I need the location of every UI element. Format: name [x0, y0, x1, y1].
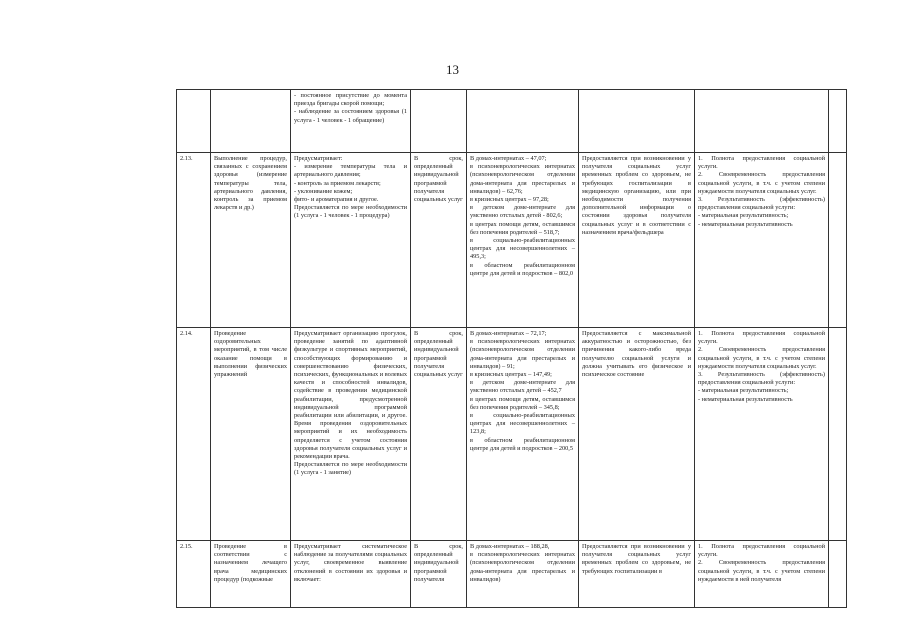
empty-cell	[829, 153, 847, 328]
service-content-cell	[291, 328, 411, 541]
service-term-cell: В срок, определенный индивидуальной программой получателя социальных услуг	[411, 153, 467, 328]
service-content-cell	[291, 153, 411, 328]
indicator-line: 1. Полнота предоставления социальной услуги.	[698, 543, 825, 559]
content-line: Предусматривает организацию прогулок, проведение занятий по адаптивной физкультуре и спортивных мероприятий, способствующих формированию и совершенствованию физических, психических, функциональных и волевых качеств и способностей инвалидов, содействие в проведении медицинской реабилитации, предусмотренной индивидуальной программой реабилитации или абилитации, и другое. Время проведения оздоровительных мероприятий и их необходимость определяется с учетом состояния здоровья получателя социальных услуг и рекомендации врача.	[294, 330, 407, 461]
tariff-line: в детском доме-интернате для умственно отсталых детей - 802,6;	[470, 204, 575, 220]
service-indicators-cell	[695, 90, 829, 153]
tariff-line: в психоневрологических интернатах (психоневрологическом отделении дома-интерната для престарелых и инвалидов) – 91;	[470, 338, 575, 370]
service-term-cell: В срок, определенный индивидуальной программой получателя социальных услуг	[411, 328, 467, 541]
service-name-cell: Проведение в соответствии с назначением лечащего врача медицинских процедур (подкожные	[211, 541, 291, 608]
empty-cell	[829, 90, 847, 153]
tariff-line: в психоневрологических интернатах (психоневрологическом отделении дома-интерната для престарелых и инвалидов) – 62,76;	[470, 163, 575, 195]
table-row	[177, 541, 847, 608]
indicator-line: 2. Своевременность предоставления социальной услуги, в т.ч. с учетом степени нуждаемости в ней получателя	[698, 559, 825, 583]
indicator-line: - материальная результативность;	[698, 387, 789, 395]
content-line: - контроль за приемом лекарств;	[294, 179, 381, 187]
service-number-cell: 2.13.	[177, 153, 211, 328]
service-tariff-cell	[467, 90, 579, 153]
content-line: Предоставляется по мере необходимости (1 услуга - 1 занятие)	[294, 461, 407, 477]
service-content-cell	[291, 90, 411, 153]
tariff-line: в областном реабилитационном центре для детей и подростков – 200,5	[470, 436, 575, 452]
content-line: - наблюдение за состоянием здоровья (1 услуга - 1 человек - 1 обращение)	[294, 108, 407, 124]
empty-cell	[829, 541, 847, 608]
content-line: Предоставляется по мере необходимости (1 услуга - 1 человек - 1 процедура)	[294, 204, 407, 220]
service-indicators-cell	[695, 153, 829, 328]
indicator-line: 2. Своевременность предоставления социальной услуги, в т.ч. с учетом степени нуждаемости получателя социальных услуг.	[698, 346, 825, 370]
tariff-line: в центрах помощи детям, оставшимся без попечения родителей – 518,7;	[470, 220, 575, 236]
table-row	[177, 153, 847, 328]
content-line: - постоянное присутствие до момента приезда бригады скорой помощи;	[294, 92, 407, 108]
tariff-line: В домах-интернатах – 47,07;	[470, 155, 547, 162]
service-indicators-cell	[695, 328, 829, 541]
content-line: - уклонивание кожем;	[294, 187, 353, 195]
service-name-cell: Проведение оздоровительных мероприятий, в том числе оказание помощи в выполнении физических упражнений	[211, 328, 291, 541]
indicator-line: - нематериальная результативность	[698, 395, 793, 403]
tariff-line: в центрах помощи детям, оставшимся без попечения родителей – 345,8;	[470, 395, 575, 411]
indicator-line: 3. Результативность (эффективность) предоставления социальной услуги:	[698, 196, 825, 212]
service-number-cell: 2.14.	[177, 328, 211, 541]
content-line: фито- и ароматерапия и другое.	[294, 196, 379, 204]
tariff-line: в социально-реабилитационных центрах для несовершеннолетних – 495,3;	[470, 237, 575, 261]
tariff-line: в детском доме-интернате для умственно отсталых детей – 452,7	[470, 379, 575, 395]
tariff-line: В домах-интернатах – 72,17;	[470, 330, 547, 337]
services-table	[176, 89, 847, 608]
empty-cell	[829, 328, 847, 541]
tariff-line: в социально-реабилитационных центрах для несовершеннолетних – 123,8;	[470, 412, 575, 436]
page-number: 13	[446, 62, 459, 77]
tariff-line: в кризисных центрах – 97,28;	[470, 196, 549, 204]
table-row	[177, 90, 847, 153]
indicator-line: - материальная результативность;	[698, 212, 789, 220]
content-line: - измерение температуры тела и артериального давления;	[294, 163, 407, 179]
tariff-line: в областном реабилитационном центре для детей и подростков – 802,0	[470, 261, 575, 277]
service-term-cell	[411, 90, 467, 153]
service-conditions-cell: Предоставляется при возникновении у получателя социальных услуг временных проблем со здоровьем, не требующих госпитализации в медицинскую организацию, или при необходимости получения дополнительной информации о состоянии здоровья получателя социальных услуг и в соответствии с назначением врача/фельдшера	[579, 153, 695, 328]
service-tariff-cell	[467, 541, 579, 608]
indicator-line: 1. Полнота предоставления социальной услуги.	[698, 155, 825, 171]
tariff-line: в кризисных центрах – 147,49;	[470, 371, 552, 379]
service-conditions-cell: Предоставляется с максимальной аккуратностью и осторожностью, без причинения какого-либо вреда получателю социальной услуги и должна учитывать его физическое и психическое состояние	[579, 328, 695, 541]
content-line: Предусматривает систематическое наблюдение за получателями социальных услуг, своевременное выявление отклонений в состоянии их здоровья и включает:	[294, 543, 407, 583]
service-conditions-cell: Предоставляется при возникновении у получателя социальных услуг временных проблем со здоровьем, не требующих госпитализации в	[579, 541, 695, 608]
service-name-cell: Выполнение процедур, связанных с сохранением здоровья (измерение температуры тела, артериального давления, контроль за приемом лекарств и др.)	[211, 153, 291, 328]
service-conditions-cell	[579, 90, 695, 153]
service-tariff-cell	[467, 153, 579, 328]
indicator-line: 2. Своевременность предоставления социальной услуги, в т.ч. с учетом степени нуждаемости получателя социальных услуг.	[698, 171, 825, 195]
service-number-cell: 2.15.	[177, 541, 211, 608]
indicator-line: 3. Результативность (эффективность) предоставления социальной услуги:	[698, 371, 825, 387]
service-indicators-cell	[695, 541, 829, 608]
indicator-line: - нематериальная результативность	[698, 220, 793, 228]
tariff-line: в психоневрологических интернатах (психоневрологическом отделении дома-интерната для престарелых и инвалидов)	[470, 551, 575, 583]
indicator-line: 1. Полнота предоставления социальной услуги.	[698, 330, 825, 346]
service-tariff-cell	[467, 328, 579, 541]
table-row	[177, 328, 847, 541]
service-term-cell: В срок, определенный индивидуальной программой получателя	[411, 541, 467, 608]
content-line: Предусматривает:	[294, 155, 343, 162]
service-number-cell	[177, 90, 211, 153]
service-content-cell	[291, 541, 411, 608]
service-name-cell	[211, 90, 291, 153]
tariff-line: В домах-интернатах – 188,28,	[470, 543, 550, 550]
